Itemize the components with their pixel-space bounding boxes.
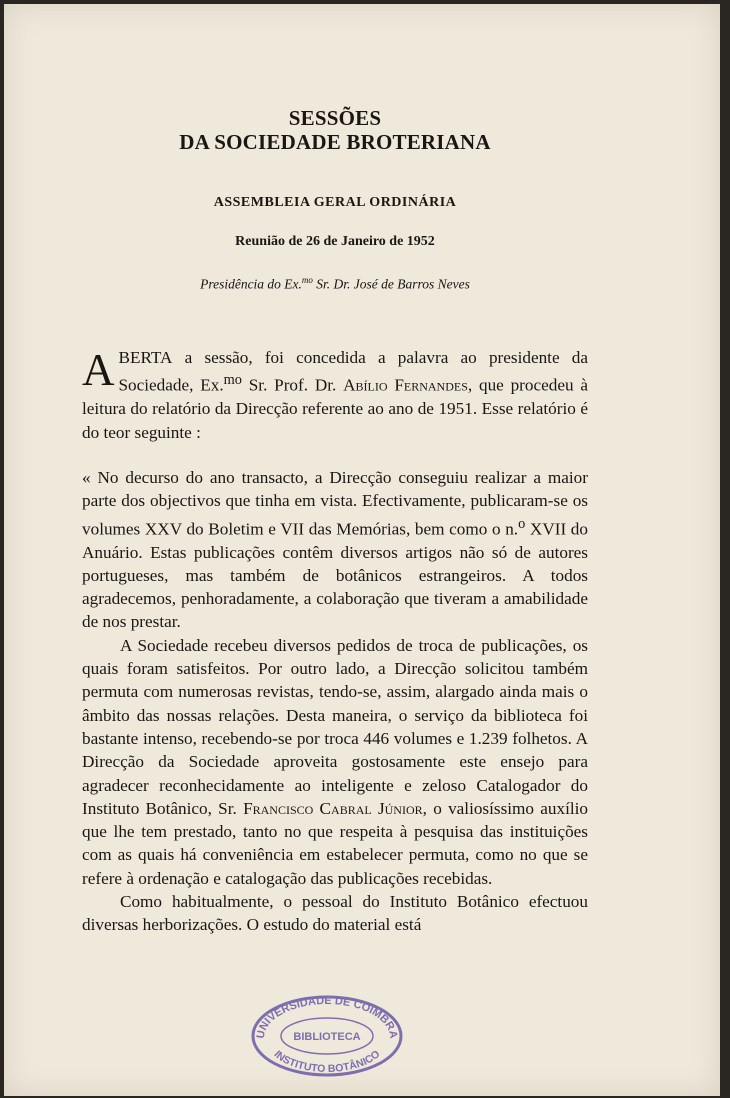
- presidency-prefix: Presidência do Ex.: [200, 276, 302, 292]
- paragraph-2: [82, 466, 588, 634]
- paragraph-3-text-a: A Sociedade recebeu diversos pedidos de troca de publicações, os quais foram satisfeitos. Por outro lado, a Direcção solicitou também permuta com numerosas revistas, tendo-se, assim, alargado ainda mais o âmbito das nossas relações. Desta maneira, o serviço da biblioteca foi bastante intenso, recebendo-se por troca 446 volumes e 1.239 folhetos. A Direcção da Sociedade aproveita gostosamente este ensejo para agradecer reconhecidamente ao inteligente e zeloso Catalogador do Instituto Botânico, Sr.: [82, 635, 588, 818]
- presidency-suffix: Sr. Dr. José de Barros Neves: [312, 276, 470, 292]
- title-line-1: SESSÕES: [288, 106, 382, 130]
- paragraph-3: [82, 634, 588, 890]
- paragraph-2-sup: o: [518, 515, 526, 532]
- paragraph-3-text-b: , o valiosíssimo auxílio que lhe tem prestado, tanto no que respeita à pesquisa das instituições com as quais há conveniência em estabelecer permuta, como no que se refere à ordenação e catalogação das publicações recebidas.: [82, 798, 589, 888]
- paragraph-4: Como habitualmente, o pessoal do Instituto Botânico efectuou diversas herborizações. O estudo do material está: [82, 892, 588, 935]
- paragraph-1: [82, 346, 588, 444]
- stamp-bottom-text: INSTITUTO BOTÂNICO: [271, 1048, 383, 1076]
- paragraph-2-text-a: « No decurso do ano transacto, a Direcção conseguiu realizar a maior parte dos objectivos que tinha em vista. Efectivamente, publicaram-se os volumes XXV do Boletim e VII das Memórias, bem como o n.: [82, 467, 588, 539]
- drop-cap: A: [82, 345, 115, 395]
- presidency-line: [82, 275, 588, 293]
- body-text: [82, 346, 588, 937]
- document-page: [4, 4, 720, 1096]
- presidency-sup: mo: [301, 275, 313, 285]
- president-name: Abílio Fernandes: [343, 376, 468, 396]
- title-line-2: DA SOCIEDADE BROTERIANA: [179, 130, 491, 154]
- cataloguer-name: Francisco Cabral Júnior: [243, 798, 423, 818]
- section-subtitle: ASSEMBLEIA GERAL ORDINÁRIA: [213, 195, 457, 210]
- library-stamp: [250, 994, 404, 1078]
- paragraph-1-sup: mo: [223, 372, 242, 389]
- paragraph-1-text-a: a sessão, foi concedida a palavra ao presidente da Sociedade, Ex.: [118, 348, 588, 396]
- paragraph-1-text-c: , que procedeu à leitura do relatório da Direcção referente ao ano de 1951. Esse relatório é do teor seguinte :: [82, 376, 588, 442]
- stamp-middle-text: BIBLIOTECA: [293, 1031, 361, 1043]
- meeting-date: Reunião de 26 de Janeiro de 1952: [235, 234, 435, 249]
- paragraph-2-text-b: XVII do Anuário. Estas publicações contêm diversos artigos não só de autores portugueses, mas também de botânicos estrangeiros. A todos agradecemos, penhoradamente, a colaboração que tiveram a amabilidade de nos prestar.: [82, 519, 588, 632]
- stamp-top-text: UNIVERSIDADE DE COIMBRA: [254, 994, 400, 1040]
- first-word: BERTA: [118, 348, 173, 367]
- paragraph-1-text-b: Sr. Prof. Dr.: [241, 376, 344, 396]
